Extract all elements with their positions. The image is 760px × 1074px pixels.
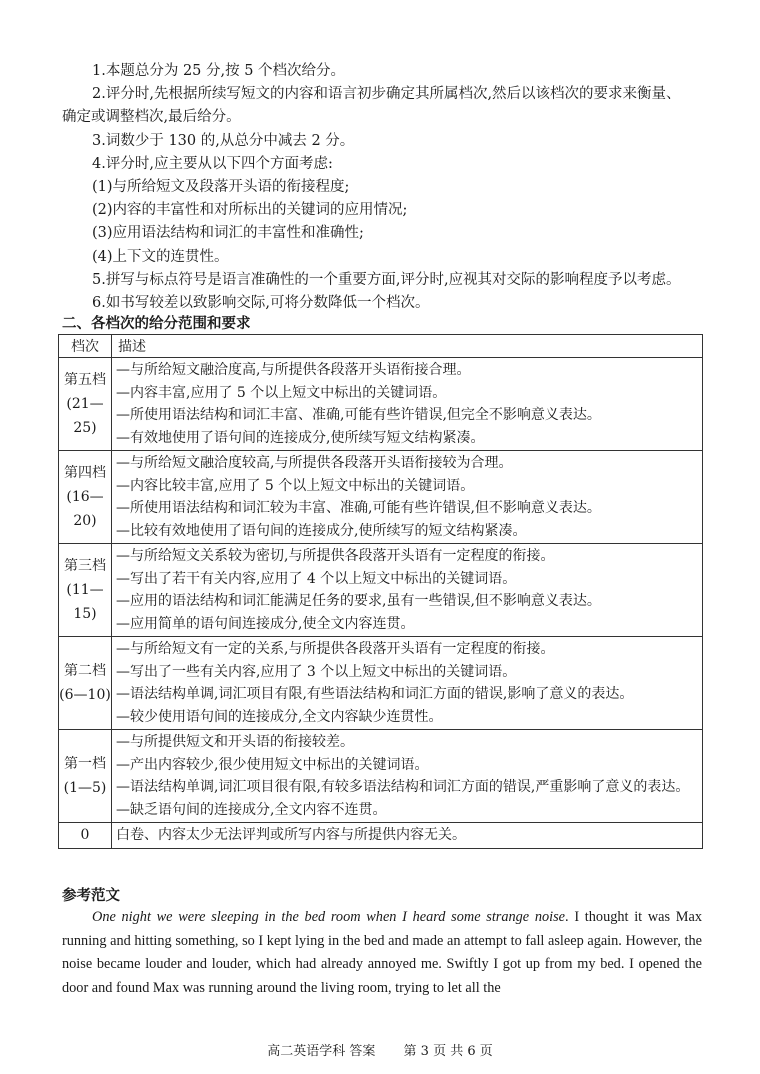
- description-line: —所使用语法结构和词汇丰富、准确,可能有些许错误,但完全不影响意义表达。: [116, 407, 601, 423]
- table-row: [59, 451, 703, 544]
- description-line: —内容比较丰富,应用了 5 个以上短文中标出的关键词语。: [116, 477, 475, 494]
- rule-item: 3.词数少于 130 的,从总分中减去 2 分。: [92, 132, 355, 149]
- description-line: —写出了若干有关内容,应用了 4 个以上短文中标出的关键词语。: [116, 570, 517, 587]
- level-name: 第二档: [64, 663, 106, 679]
- rule-item: (1)与所给短文及段落开头语的衔接程度;: [92, 178, 350, 195]
- section-title: 二、各档次的给分范围和要求: [62, 316, 251, 332]
- rule-item: (3)应用语法结构和词汇的丰富性和准确性;: [92, 225, 364, 242]
- column-header: 描述: [112, 335, 703, 358]
- description-line: —与所给短文融洽度较高,与所提供各段落开头语衔接较为合理。: [116, 455, 513, 471]
- description-line: —较少使用语句间的连接成分,全文内容缺少连贯性。: [116, 708, 443, 725]
- level-cell: [59, 544, 112, 637]
- level-name: 第三档: [64, 558, 106, 574]
- description-cell: [112, 730, 703, 823]
- level-cell: [59, 358, 112, 451]
- rule-item: 5.拼写与标点符号是语言准确性的一个重要方面,评分时,应视其对交际的影响程度予以考虑。: [92, 271, 681, 288]
- description-line: —语法结构单调,词汇项目很有限,有较多语法结构和词汇方面的错误,严重影响了意义的表达。: [116, 779, 690, 795]
- description-line: —与所提供短文和开头语的衔接较差。: [116, 734, 354, 750]
- rule-item: 2.评分时,先根据所续写短文的内容和语言初步确定其所属档次,然后以该档次的要求来衡量、: [92, 86, 681, 103]
- description-cell: [112, 358, 703, 451]
- table-row: [59, 637, 703, 730]
- description-line: —所使用语法结构和词汇较为丰富、准确,可能有些许错误,但不影响意义表达。: [116, 500, 601, 516]
- table-row: [59, 544, 703, 637]
- level-cell: [59, 637, 112, 730]
- description-line: —内容丰富,应用了 5 个以上短文中标出的关键词语。: [116, 384, 447, 401]
- level-name: 第一档: [64, 756, 106, 772]
- level-name: 第五档: [64, 372, 106, 388]
- page-footer: [0, 1040, 760, 1059]
- description-line: 白卷、内容太少无法评判或所写内容与所提供内容无关。: [116, 827, 466, 843]
- level-range: (21—25): [66, 396, 104, 436]
- level-cell: [59, 730, 112, 823]
- table-header-row: [59, 335, 703, 358]
- level-range: (16—20): [66, 489, 104, 529]
- description-cell: [112, 451, 703, 544]
- rule-item: 1.本题总分为 25 分,按 5 个档次给分。: [92, 63, 346, 79]
- description-line: —产出内容较少,很少使用短文中标出的关键词语。: [116, 756, 429, 773]
- essay-text: . I thought it was Max running and hitting something, so I kept lying in the bed and made an attempt to fall asleep again. However, the noise became louder and louder, which had already annoyed me. Swiftly I got up from my bed. I opened the door and found Max was running around the living room, trying to let all the: [62, 909, 703, 996]
- level-name: 0: [80, 827, 90, 844]
- reference-essay: [62, 906, 702, 1000]
- rule-item: 4.评分时,应主要从以下四个方面考虑:: [92, 155, 333, 172]
- description-cell: [112, 637, 703, 730]
- level-range: (6—10): [59, 687, 111, 703]
- essay-opening: One night we were sleeping in the bed room when I heard some strange noise: [92, 909, 566, 925]
- description-line: —语法结构单调,词汇项目有限,有些语法结构和词汇方面的错误,影响了意义的表达。: [116, 686, 634, 702]
- rule-item: (4)上下文的连贯性。: [92, 248, 229, 265]
- table-row: [59, 823, 703, 849]
- column-header: 档次: [59, 335, 112, 358]
- level-cell: [59, 823, 112, 849]
- grading-table: [58, 334, 703, 849]
- description-line: —与所给短文有一定的关系,与所提供各段落开头语有一定程度的衔接。: [116, 641, 555, 657]
- description-line: —应用简单的语句间连接成分,使全文内容连贯。: [116, 615, 415, 632]
- level-cell: [59, 451, 112, 544]
- description-line: —比较有效地使用了语句间的连接成分,使所续写的短文结构紧凑。: [116, 522, 527, 539]
- level-range: (1—5): [63, 780, 107, 796]
- description-cell: [112, 544, 703, 637]
- description-line: —应用的语法结构和词汇能满足任务的要求,虽有一些错误,但不影响意义表达。: [116, 593, 601, 609]
- description-line: —与所给短文关系较为密切,与所提供各段落开头语有一定程度的衔接。: [116, 548, 555, 564]
- description-line: —缺乏语句间的连接成分,全文内容不连贯。: [116, 801, 387, 818]
- description-line: —写出了一些有关内容,应用了 3 个以上短文中标出的关键词语。: [116, 663, 517, 680]
- footer-page-number: 第 3 页 共 6 页: [403, 1044, 493, 1059]
- rule-item: 确定或调整档次,最后给分。: [62, 109, 241, 126]
- reference-title: 参考范文: [62, 888, 120, 904]
- footer-subject: 高二英语学科 答案: [267, 1044, 376, 1059]
- level-range: (11—15): [66, 582, 104, 622]
- table-row: [59, 730, 703, 823]
- scoring-rules: [62, 60, 702, 315]
- description-line: —与所给短文融洽度高,与所提供各段落开头语衔接合理。: [116, 362, 471, 378]
- description-line: —有效地使用了语句间的连接成分,使所续写短文结构紧凑。: [116, 429, 485, 446]
- rule-item: 6.如书写较差以致影响交际,可将分数降低一个档次。: [92, 294, 430, 311]
- table-row: [59, 358, 703, 451]
- description-cell: [112, 823, 703, 849]
- level-name: 第四档: [64, 465, 106, 481]
- rule-item: (2)内容的丰富性和对所标出的关键词的应用情况;: [92, 202, 408, 219]
